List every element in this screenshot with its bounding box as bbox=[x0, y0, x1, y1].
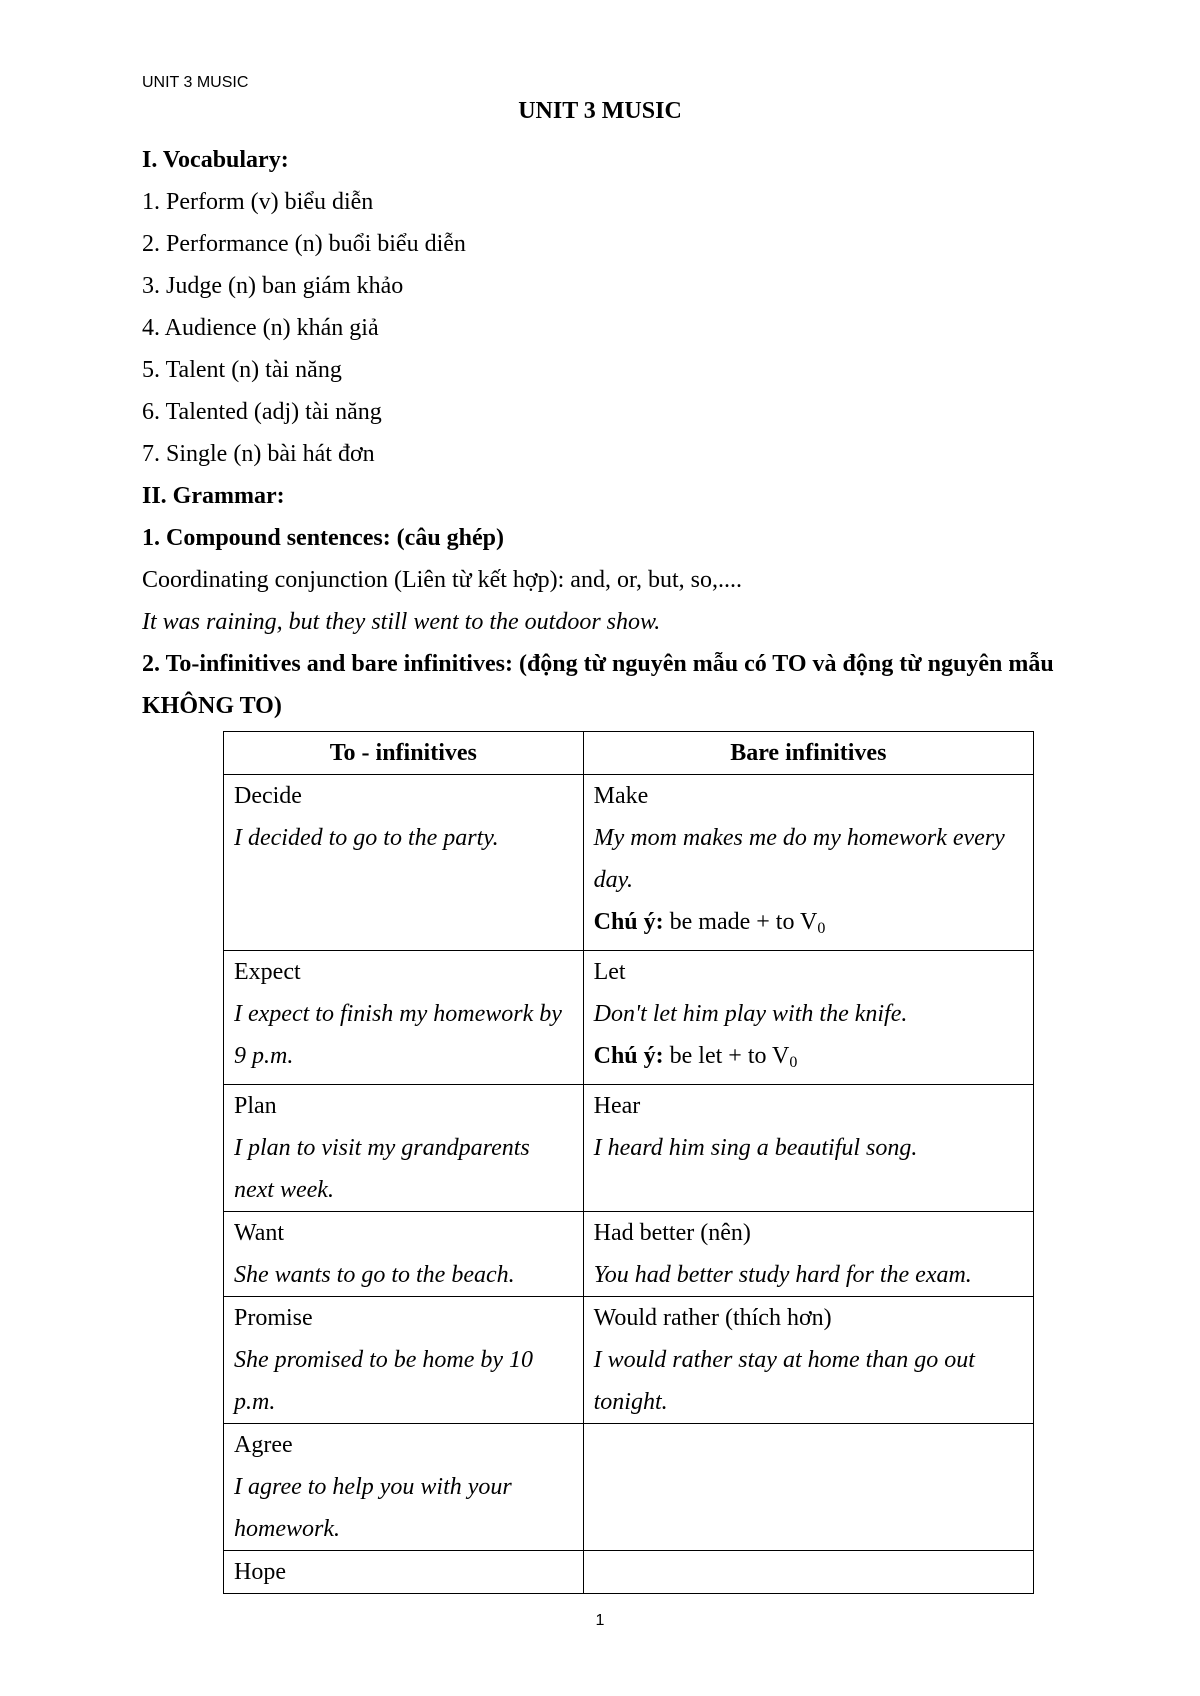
compound-example: It was raining, but they still went to the outdoor show. bbox=[142, 609, 661, 635]
vocab-item: 1. Perform (v) biểu diễn bbox=[142, 189, 374, 215]
usage-note bbox=[594, 1035, 1023, 1084]
to-infinitive-cell bbox=[224, 1424, 584, 1551]
note-text: be let + to V bbox=[669, 1043, 790, 1069]
table-row bbox=[224, 951, 1034, 1085]
vocab-item: 3. Judge (n) ban giám khảo bbox=[142, 273, 404, 299]
example-sentence: You had better study hard for the exam. bbox=[593, 1262, 972, 1288]
verb: Plan bbox=[234, 1093, 277, 1119]
bare-infinitive-cell bbox=[583, 951, 1033, 1085]
vocab-item: 5. Talent (n) tài năng bbox=[142, 357, 342, 383]
bare-infinitive-cell bbox=[583, 1551, 1033, 1594]
to-infinitive-cell bbox=[224, 1297, 584, 1424]
page-number: 1 bbox=[595, 1612, 605, 1629]
to-infinitive-cell bbox=[224, 1551, 584, 1594]
example-sentence: I expect to finish my homework by 9 p.m. bbox=[234, 1001, 562, 1069]
table-row bbox=[224, 775, 1034, 951]
bare-infinitive-cell bbox=[583, 775, 1033, 951]
note-label: Chú ý: bbox=[593, 909, 664, 935]
note-subscript: 0 bbox=[789, 1054, 798, 1071]
verb: Hear bbox=[593, 1093, 641, 1119]
bare-infinitive-cell bbox=[583, 1212, 1033, 1297]
note-text: be made + to V bbox=[669, 909, 818, 935]
bare-infinitive-cell bbox=[583, 1297, 1033, 1424]
verb: Want bbox=[234, 1220, 285, 1246]
note-label: Chú ý: bbox=[593, 1043, 664, 1069]
vocabulary-heading: I. Vocabulary: bbox=[142, 147, 289, 173]
table-row bbox=[224, 1212, 1034, 1297]
example-sentence: I agree to help you with your homework. bbox=[234, 1474, 512, 1542]
table-row bbox=[224, 1551, 1034, 1594]
table-header-row bbox=[224, 732, 1034, 775]
example-sentence: I heard him sing a beautiful song. bbox=[593, 1135, 918, 1161]
note-subscript: 0 bbox=[817, 920, 826, 937]
verb: Agree bbox=[234, 1432, 293, 1458]
vocab-item: 2. Performance (n) buổi biểu diễn bbox=[142, 231, 466, 257]
verb: Expect bbox=[234, 959, 301, 985]
compound-sentences-heading: 1. Compound sentences: (câu ghép) bbox=[142, 525, 505, 551]
example-sentence: Don't let him play with the knife. bbox=[593, 1001, 908, 1027]
example-sentence: My mom makes me do my homework every day. bbox=[593, 825, 1005, 893]
table-row bbox=[224, 1297, 1034, 1424]
to-infinitive-cell bbox=[224, 1085, 584, 1212]
example-sentence: I plan to visit my grandparents next week. bbox=[234, 1135, 530, 1203]
page-title: UNIT 3 MUSIC bbox=[518, 98, 682, 124]
bare-infinitive-cell bbox=[583, 1085, 1033, 1212]
usage-note bbox=[594, 901, 1023, 950]
running-header: UNIT 3 MUSIC bbox=[142, 74, 249, 91]
verb: Had better (nên) bbox=[593, 1220, 751, 1246]
table-row bbox=[224, 1085, 1034, 1212]
vocab-item: 4. Audience (n) khán giả bbox=[142, 315, 379, 341]
verb: Decide bbox=[234, 783, 302, 809]
infinitives-heading: 2. To-infinitives and bare infinitives: (động từ nguyên mẫu có TO và động từ nguyên mẫu KHÔNG TO) bbox=[142, 651, 1054, 719]
verb: Promise bbox=[234, 1305, 313, 1331]
document-body bbox=[142, 139, 1082, 727]
conjunction-text: Coordinating conjunction (Liên từ kết hợp): and, or, but, so,.... bbox=[142, 567, 742, 593]
verb: Would rather (thích hơn) bbox=[593, 1305, 832, 1331]
example-sentence: I decided to go to the party. bbox=[234, 825, 499, 851]
table-row bbox=[224, 1424, 1034, 1551]
vocab-item: 6. Talented (adj) tài năng bbox=[142, 399, 382, 425]
bare-infinitive-cell bbox=[583, 1424, 1033, 1551]
verb: Make bbox=[593, 783, 649, 809]
verb: Let bbox=[593, 959, 626, 985]
verb: Hope bbox=[234, 1559, 286, 1585]
infinitives-table bbox=[223, 731, 1034, 1594]
to-infinitive-cell bbox=[224, 951, 584, 1085]
column-header-bare-infinitives: Bare infinitives bbox=[583, 732, 1033, 775]
to-infinitive-cell bbox=[224, 1212, 584, 1297]
to-infinitive-cell bbox=[224, 775, 584, 951]
grammar-heading: II. Grammar: bbox=[142, 483, 285, 509]
example-sentence: She wants to go to the beach. bbox=[234, 1262, 515, 1288]
example-sentence: I would rather stay at home than go out tonight. bbox=[593, 1347, 975, 1415]
column-header-to-infinitives: To - infinitives bbox=[224, 732, 584, 775]
vocab-item: 7. Single (n) bài hát đơn bbox=[142, 441, 375, 467]
example-sentence: She promised to be home by 10 p.m. bbox=[234, 1347, 534, 1415]
